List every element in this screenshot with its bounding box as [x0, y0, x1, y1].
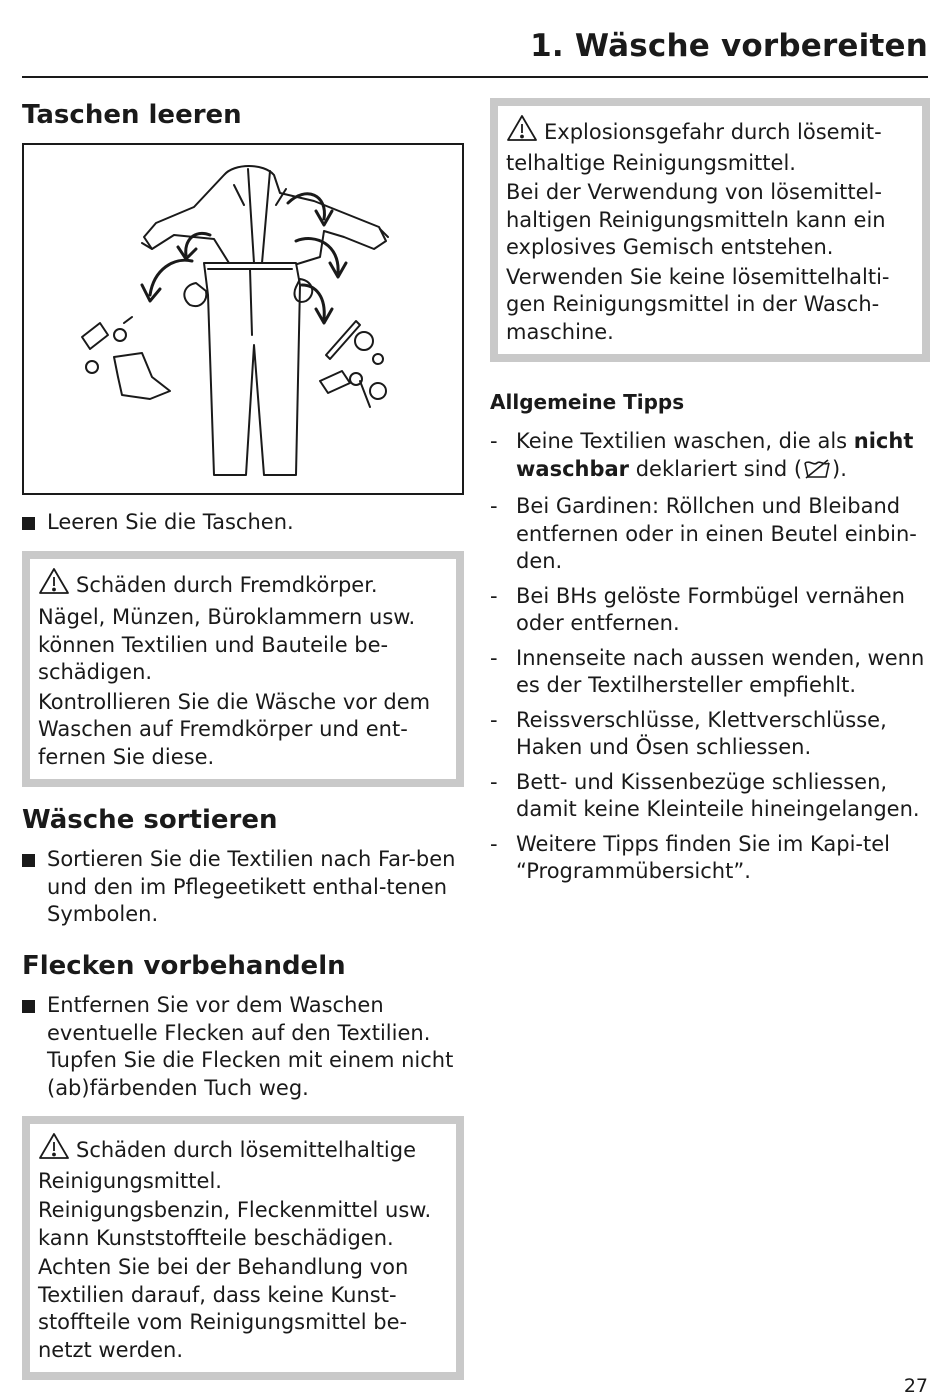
heading-empty-pockets: Taschen leeren	[22, 100, 242, 130]
empty-pockets-illustration	[22, 143, 464, 495]
list-item: - Bei Gardinen: Röllchen und Bleiband entfernen oder in einen Beutel einbin-den.	[490, 494, 917, 573]
heading-sort-laundry: Wäsche sortieren	[22, 805, 278, 836]
header-divider	[22, 76, 928, 78]
right-column	[490, 98, 930, 893]
list-item: - Keine Textilien waschen, die als nicht waschbar deklariert sind ( ).	[490, 428, 930, 486]
left-column	[22, 100, 464, 1380]
warning-title: Schäden durch Fremdkörper.	[76, 572, 378, 597]
list-item: - Bett- und Kissenbezüge schliessen, damit keine Kleinteile hineingelangen.	[490, 769, 920, 821]
list-item: - Bei BHs gelöste Formbügel vernähen oder entfernen.	[490, 583, 905, 635]
warning-triangle-icon	[38, 1132, 70, 1168]
do-not-wash-icon	[802, 459, 832, 487]
bullet-square-icon	[22, 1000, 35, 1013]
instruction-sort-laundry: Sortieren Sie die Textilien nach Far-ben und den im Pflegeetikett enthal-tenen Symbolen.	[22, 846, 464, 929]
warning-title: Explosionsgefahr durch lösemit-telhaltige Reinigungsmittel.	[506, 120, 882, 175]
tips-list	[490, 428, 930, 886]
page-title: 1. Wäsche vorbereiten	[530, 28, 928, 64]
warning-text: Bei der Verwendung von lösemittel-haltigen Reinigungsmitteln kann ein explosives Gemisch entstehen.	[506, 180, 886, 259]
warning-text: Achten Sie bei der Behandlung von Textilien darauf, dass keine Kunst-stoffteile vom Reinigungsmittel be-netzt werden.	[38, 1255, 409, 1362]
bullet-square-icon	[22, 854, 35, 867]
warning-solvent-cleaners	[22, 1116, 464, 1380]
list-item: - Reissverschlüsse, Klettverschlüsse, Haken und Ösen schliessen.	[490, 707, 887, 759]
page-number: 27	[903, 1375, 928, 1397]
warning-foreign-objects	[22, 551, 464, 788]
bullet-square-icon	[22, 517, 35, 530]
instruction-pretreat-stains: Entfernen Sie vor dem Waschen eventuelle Flecken auf den Textilien. Tupfen Sie die Flecken mit einem nicht (ab)färbenden Tuch weg.	[22, 992, 464, 1102]
warning-triangle-icon	[506, 114, 538, 150]
instruction-empty-pockets: Leeren Sie die Taschen.	[22, 509, 464, 537]
heading-general-tips: Allgemeine Tipps	[490, 390, 685, 414]
warning-explosion	[490, 98, 930, 362]
warning-text: Reinigungsbenzin, Fleckenmittel usw. kann Kunststoffteile beschädigen.	[38, 1198, 432, 1250]
list-item: - Weitere Tipps finden Sie im Kapi-tel “Programmübersicht”.	[490, 831, 891, 883]
warning-text: Nägel, Münzen, Büroklammern usw. können Textilien und Bauteile be-schädigen.	[38, 605, 416, 685]
warning-title: Schäden durch lösemittelhaltige Reinigungsmittel.	[38, 1138, 417, 1193]
list-item: - Innenseite nach aussen wenden, wenn es der Textilhersteller empfiehlt.	[490, 645, 925, 697]
warning-text: Kontrollieren Sie die Wäsche vor dem Waschen auf Fremdkörper und ent-fernen Sie diese.	[38, 689, 431, 769]
heading-pretreat-stains: Flecken vorbehandeln	[22, 950, 346, 981]
warning-triangle-icon	[38, 567, 70, 603]
warning-text: Verwenden Sie keine lösemittelhalti-gen Reinigungsmittel in der Wasch-maschine.	[506, 264, 890, 344]
